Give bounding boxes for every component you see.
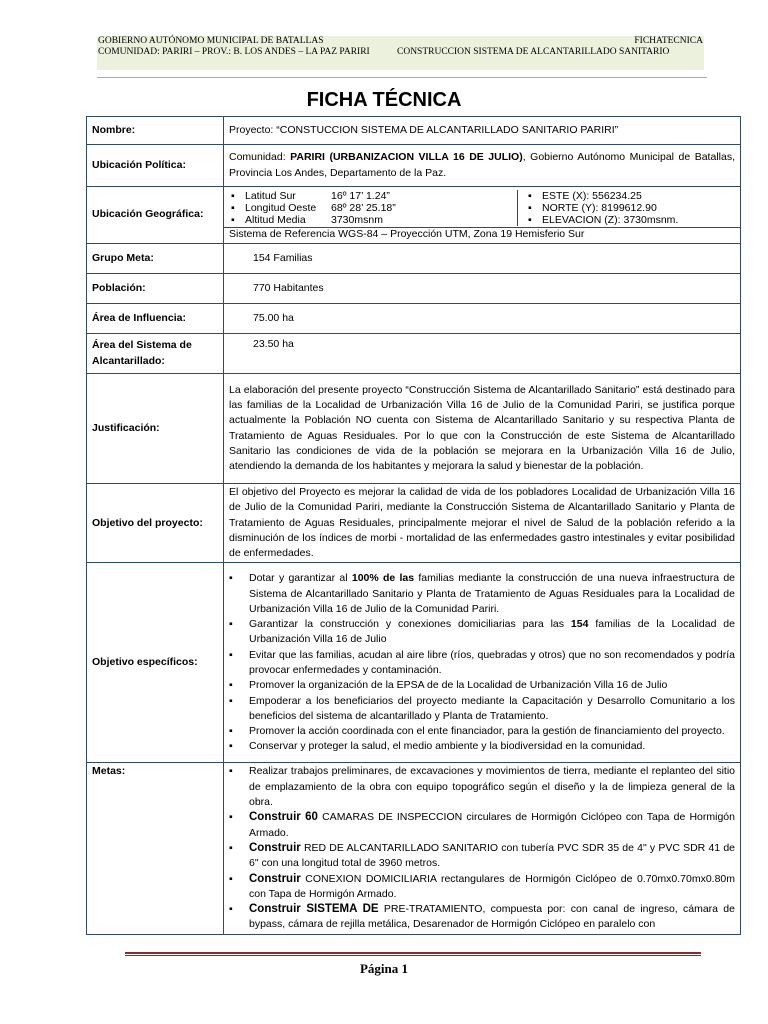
list-item: ▪ Realizar trabajos preliminares, de excavaciones y movimientos de tierra, mediante el replanteo del sitio de emplazamiento de la obra con equipo topográfico según el diseño y la de limpieza general de la obra. [229,765,735,809]
value-area-sistema: 23.50 ha [224,334,741,374]
value-poblacion: 770 Habitantes [224,274,741,304]
list-item: ▪ Latitud Sur 16º 17’ 1.24” [231,189,390,202]
list-item: ▪ Construir RED DE ALCANTARILLADO SANITARIO con tubería PVC SDR 35 de 4" y PVC SDR 41 de 6" con una longitud total de 3960 metros. [229,841,735,870]
table-row [87,117,741,145]
table-row [87,563,741,763]
label-grupo-meta: Grupo Meta: [87,244,224,274]
list-item: ▪ NORTE (Y): 8199612.90 [528,201,657,214]
table-row [87,334,741,374]
ubicacion-prefix: Comunidad: [229,151,291,164]
list-item: ▪ Empoderar a los beneficiarios del proyecto mediante la Capacitación y Desarrollo Comunitario a los beneficios del sistema de alcantarillado y Planta de Tratamiento. [229,694,735,722]
table-row [87,145,741,187]
table-row [87,244,741,274]
footer-divider-thin [125,955,701,956]
table-row [87,484,741,563]
list-item: ▪ Promover la organización de la EPSA de de la Localidad de Urbanización Villa 16 de Julio [229,679,668,692]
geo-left-column [229,190,518,226]
header-project: CONSTRUCCION SISTEMA DE ALCANTARILLADO SANITARIO [397,47,670,57]
value-grupo-meta: 154 Familias [224,244,741,274]
label-ubicacion-geografica: Ubicación Geográfica: [87,187,224,244]
table-row [87,304,741,334]
list-item: ▪ Construir SISTEMA DE PRE-TRATAMIENTO, compuesta por: con canal de ingreso, cámara de bypass, cámara de rejilla metálica, Desarenador de Hormigón Ciclópeo en paralelo con [229,903,735,931]
header-doc-type: FICHATECNICA [634,36,703,46]
page-header [97,36,704,70]
list-item: ▪ Construir CONEXION DOMICILIARIA rectangulares de Hormigón Ciclópeo de 0.70mx0.70mx0.80m con Tapa de Hormigón Armado. [229,872,735,900]
table-row [87,374,741,484]
table-row [87,274,741,304]
label-objetivos-especificos: Objetivo específicos: [87,563,224,763]
footer-divider [125,952,701,954]
label-poblacion: Población: [87,274,224,304]
ubicacion-suffix: , Gobierno Autónomo Municipal de Batallas, Provincia Los Andes, Departamento de la Paz. [229,151,735,179]
list-item: ▪ Evitar que las familias, acudan al aire libre (ríos, quebradas y otros) que no son recomendados y podría provocar enfermedades y contaminación. [229,648,735,676]
ubicacion-community: PARIRI (URBANIZACION VILLA 16 DE JULIO) [290,151,523,164]
geo-coordinates [229,190,735,226]
label-nombre: Nombre: [87,117,224,145]
specific-objectives-list [229,571,735,755]
label-area-sistema: Área del Sistema de Alcantarillado: [87,334,224,374]
page-number: Página 1 [359,961,409,976]
list-item: ▪ Altitud Media 3730msnm [231,213,383,226]
geo-right-column [518,190,736,226]
page-title: FICHA TÉCNICA [306,89,462,111]
technical-sheet-table [86,116,741,935]
list-item: ▪ Conservar y proteger la salud, el medio ambiente y la biodiversidad en la comunidad. [229,740,646,753]
header-community: COMUNIDAD: PARIRI – PROV.: B. LOS ANDES – LA PAZ PARIRI [98,47,370,57]
value-ubicacion-geografica [224,187,741,244]
list-item: ▪ Dotar y garantizar al 100% de las familias mediante la construcción de una nueva infraestructura de Sistema de Alcantarillado Sanitario y Planta de Tratamiento de Aguas Residuales para la Localidad de Urbanización Villa 16 de Julio de la Comunidad Pariri. [229,572,735,615]
list-item: ▪ Longitud Oeste 68º 28’ 25.18” [231,201,396,214]
label-metas: Metas: [87,763,224,935]
value-objetivos-especificos [224,563,741,763]
label-justificacion: Justificación: [87,374,224,484]
value-metas [224,763,741,935]
value-objetivo-proyecto: El objetivo del Proyecto es mejorar la calidad de vida de los pobladores Localidad de Urbanización Villa 16 de Julio de la Comunidad Pariri, mediante la Construcción Sistema de Alcantarillado Sanitario y Planta de Tratamiento de Aguas Residuales, principalmente mejorar el nivel de Salud de la población referido a la disminución de los índices de morbi - mortalidad de las enfermedades gastro intestinales y evitar posibilidad de enfermedades. [224,484,741,563]
label-ubicacion-politica: Ubicación Política: [87,145,224,187]
list-item: ▪ ELEVACION (Z): 3730msnm. [528,213,679,226]
value-ubicacion-politica [224,145,741,187]
list-item: ▪ Promover la acción coordinada con el ente financiador, para la gestión de financiamiento del proyecto. [229,725,725,738]
geo-reference-system: Sistema de Referencia WGS-84 – Proyección UTM, Zona 19 Hemisferio Sur [224,227,740,241]
list-item: ▪ ESTE (X): 556234.25 [528,189,642,202]
value-nombre: Proyecto: “CONSTUCCION SISTEMA DE ALCANTARILLADO SANITARIO PARIRI” [224,117,741,145]
label-objetivo-proyecto: Objetivo del proyecto: [87,484,224,563]
list-item: ▪ Garantizar la construcción y conexiones domiciliarias para las 154 familias de la Localidad de Urbanización Villa 16 de Julio [229,618,735,646]
table-row [87,763,741,935]
table-row [87,187,741,244]
list-item: ▪ Construir 60 CAMARAS DE INSPECCION circulares de Hormigón Ciclópeo con Tapa de Hormigón Armado. [229,811,735,839]
label-area-influencia: Área de Influencia: [87,304,224,334]
header-organization: GOBIERNO AUTÓNOMO MUNICIPAL DE BATALLAS [98,36,324,46]
value-area-influencia: 75.00 ha [224,304,741,334]
goals-list [229,764,735,932]
header-divider [97,77,707,78]
value-justificacion: La elaboración del presente proyecto “Construcción Sistema de Alcantarillado Sanitario” está destinado para las familias de la Localidad de Urbanización Villa 16 de Julio de la Comunidad Pariri, se justifica porque actualmente la Población NO cuenta con Sistema de Alcantarillado Sanitario y su respectiva Planta de Tratamiento de Aguas Residuales. Por lo que con la Construcción de este Sistema de Alcantarillado Sanitario las condiciones de vida de la población se mejorara en la Urbanización Villa 16 de Julio, atendiendo la demanda de los habitantes y mejorara la salud y bienestar de la población. [224,374,741,484]
